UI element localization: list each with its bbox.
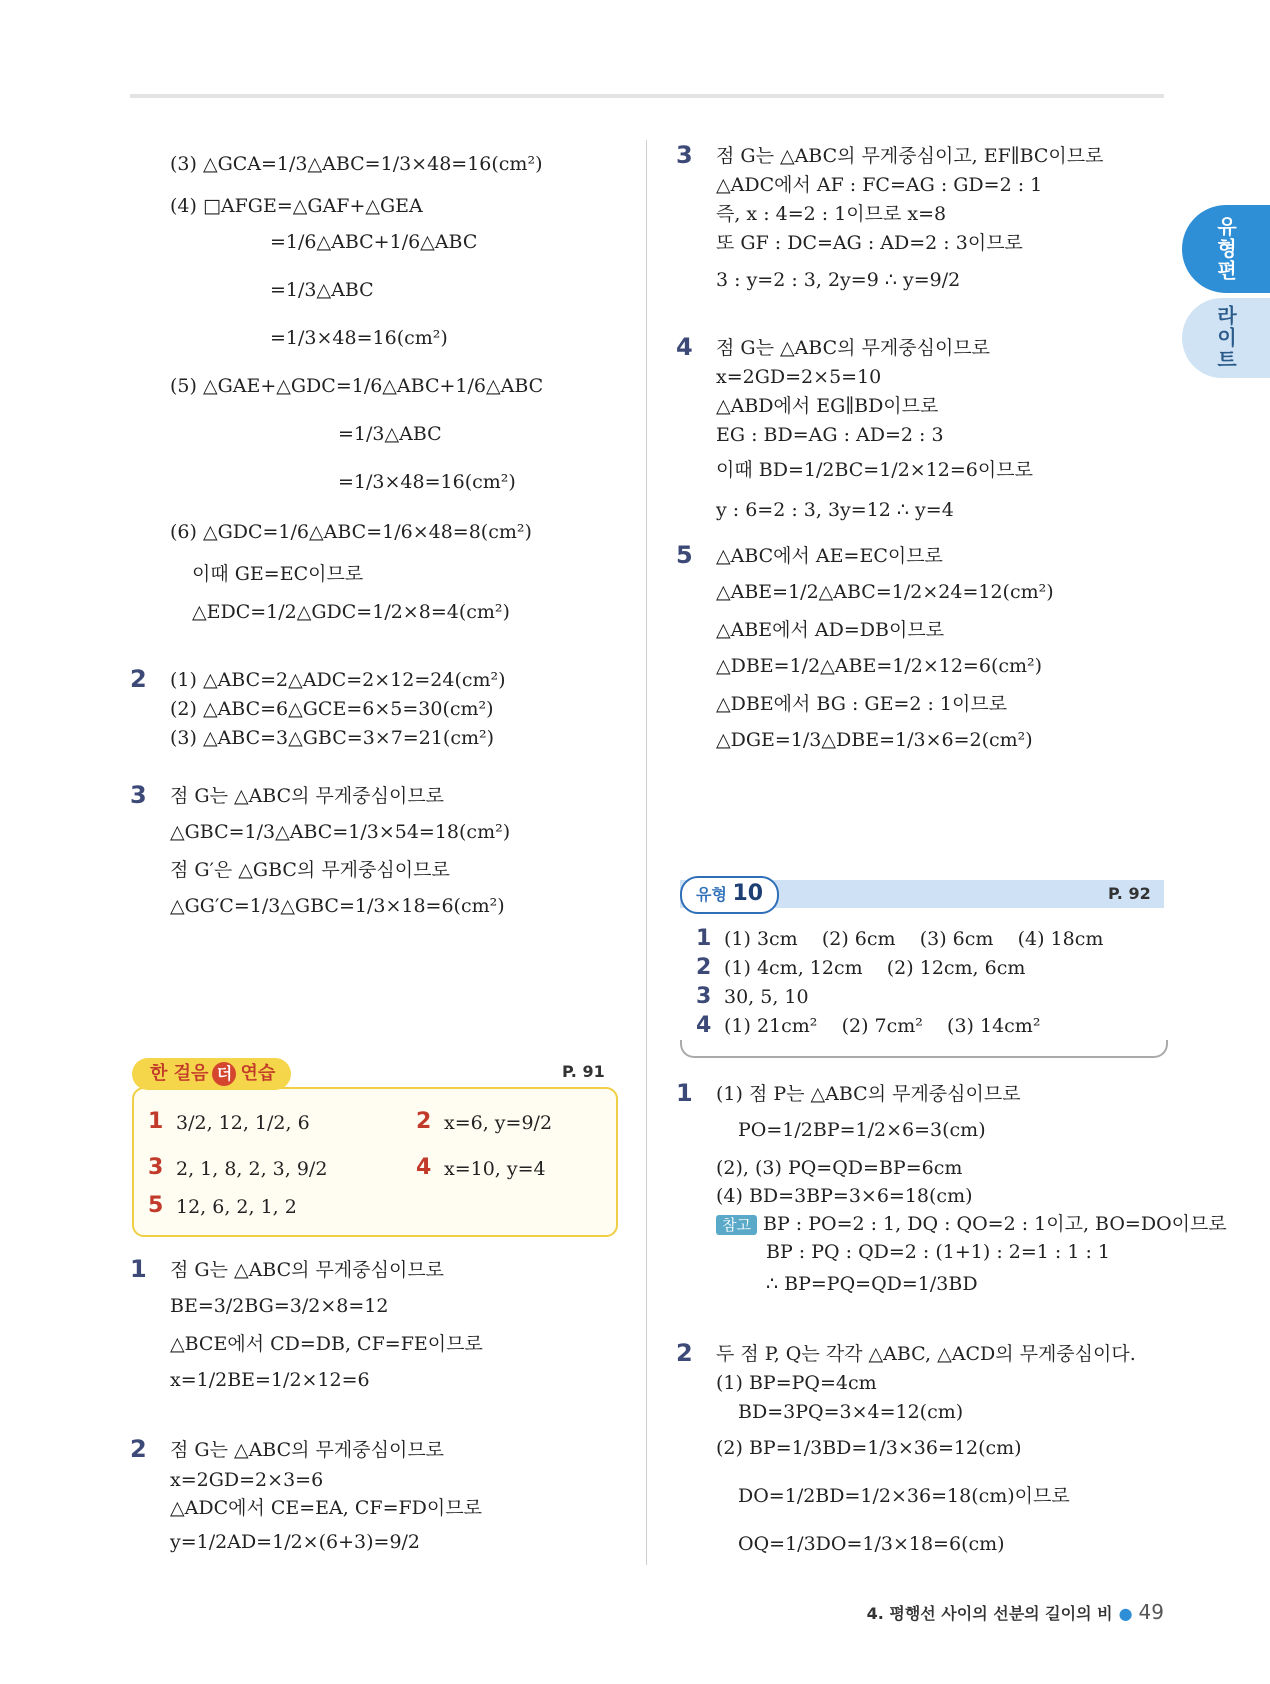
solution-line: [738, 1118, 986, 1142]
problem-number: 2: [130, 1435, 147, 1463]
solution-line: [270, 230, 477, 254]
solution-line: [716, 1342, 1136, 1366]
tab-lite[interactable]: 라이트: [1182, 298, 1270, 378]
problem-number: 5: [676, 541, 693, 569]
solution-text: 이때 BD=1/2BC=1/2×12=6이므로: [716, 459, 1033, 481]
solution-text: DO=1/2BD=1/2×36=18(cm)이므로: [738, 1485, 1070, 1507]
solution-text: PO=1/2BP=1/2×6=3(cm): [738, 1119, 986, 1141]
solution-text: △ADC에서 AF : FC=AG : GD=2 : 1: [716, 174, 1043, 196]
solution-line: [170, 520, 532, 544]
practice-badge: [132, 1058, 291, 1090]
solution-line: [738, 1484, 1070, 1508]
solution-line: [716, 365, 881, 389]
type-box-bottom: [680, 1040, 1168, 1058]
type-answer-number: 2: [696, 955, 712, 980]
type-answer-number: 1: [696, 926, 712, 951]
problem-number: 4: [676, 333, 693, 361]
solution-text: 점 G′은 △GBC의 무게중심이므로: [170, 859, 450, 881]
solution-text: △DGE=1/3△DBE=1/3×6=2(cm²): [716, 729, 1033, 751]
solution-line: [338, 470, 516, 494]
solution-text: △DBE에서 BG : GE=2 : 1이므로: [716, 693, 1008, 715]
solution-line: [192, 600, 510, 624]
practice-item-number: 2: [416, 1109, 432, 1134]
bullet-icon: ●: [1118, 1604, 1133, 1623]
problem-number: 3: [676, 141, 693, 169]
solution-text: =1/3×48=16(cm²): [270, 327, 448, 349]
solution-text: BD=3PQ=3×4=12(cm): [738, 1401, 964, 1423]
practice-de-icon: 더: [212, 1062, 236, 1086]
solution-text: BP : PQ : QD=2 : (1+1) : 2=1 : 1 : 1: [766, 1241, 1111, 1263]
solution-line: [716, 544, 943, 568]
solution-text: △DBE=1/2△ABE=1/2×12=6(cm²): [716, 655, 1043, 677]
solution-text: (4) BD=3BP=3×6=18(cm): [716, 1185, 973, 1207]
solution-line: [170, 726, 494, 750]
solution-text: ∴ BP=PQ=QD=1/3BD: [766, 1273, 978, 1295]
solution-line: [192, 562, 363, 586]
solution-text: BP : PO=2 : 1, DQ : QO=2 : 1이고, BO=DO이므로: [762, 1213, 1227, 1235]
solution-text: △GBC=1/3△ABC=1/3×54=18(cm²): [170, 821, 511, 843]
solution-text: =1/3×48=16(cm²): [338, 471, 516, 493]
type-answer-text: (1) 3cm (2) 6cm (3) 6cm (4) 18cm: [724, 928, 1104, 950]
solution-line: [170, 152, 542, 176]
practice-answer-box: [132, 1087, 618, 1237]
type-answer-text: 30, 5, 10: [724, 986, 809, 1008]
solution-line: [716, 1184, 973, 1208]
practice-item-answer: 2, 1, 8, 2, 3, 9/2: [176, 1158, 328, 1180]
solution-line: [716, 654, 1042, 678]
solution-text: 점 G는 △ABC의 무게중심이고, EF∥BC이므로: [716, 145, 1104, 167]
type-page-ref: P. 92: [1108, 884, 1151, 903]
solution-line: [170, 784, 444, 808]
solution-line: [170, 1294, 388, 1318]
note-badge: 참고: [716, 1215, 757, 1235]
practice-item-number: 5: [148, 1193, 164, 1218]
solution-line: [716, 202, 946, 226]
solution-text: △ADC에서 CE=EA, CF=FD이므로: [170, 1497, 482, 1519]
solution-line: [716, 580, 1054, 604]
solution-text: (1) 점 P는 △ABC의 무게중심이므로: [716, 1083, 1021, 1105]
solution-text: x=2GD=2×3=6: [170, 1469, 324, 1491]
practice-label-pre: 한 걸음: [150, 1063, 209, 1084]
column-divider: [646, 140, 647, 1565]
solution-line: [338, 422, 442, 446]
solution-line: [170, 858, 450, 882]
solution-text: =1/3△ABC: [270, 279, 374, 301]
solution-text: =1/6△ABC+1/6△ABC: [270, 231, 478, 253]
solution-line: [170, 1332, 483, 1356]
solution-text: (1) △ABC=2△ADC=2×12=24(cm²): [170, 669, 506, 691]
solution-line: [170, 820, 510, 844]
top-rule: [130, 94, 1164, 98]
type-answer-number: 3: [696, 984, 712, 1009]
solution-text: △EDC=1/2△GDC=1/2×8=4(cm²): [192, 601, 510, 623]
problem-number: 2: [130, 665, 147, 693]
solution-line: [716, 692, 1007, 716]
solution-line: [170, 374, 543, 398]
practice-item-answer: x=10, y=4: [444, 1158, 546, 1180]
solution-text: △BCE에서 CD=DB, CF=FE이므로: [170, 1333, 483, 1355]
solution-line: [766, 1272, 978, 1296]
solution-text: (2), (3) PQ=QD=BP=6cm: [716, 1157, 963, 1179]
solution-line: [170, 1368, 370, 1392]
practice-item-answer: 3/2, 12, 1/2, 6: [176, 1112, 310, 1134]
solution-text: x=2GD=2×5=10: [716, 366, 882, 388]
solution-line: [170, 668, 506, 692]
solution-line: [738, 1400, 963, 1424]
solution-line: [716, 144, 1104, 168]
solution-line: [716, 1436, 1022, 1460]
type-label: 유형: [696, 885, 727, 904]
solution-text: (1) BP=PQ=4cm: [716, 1372, 877, 1394]
solution-line: [716, 394, 938, 418]
solution-text: x=1/2BE=1/2×12=6: [170, 1369, 370, 1391]
solution-text: (5) △GAE+△GDC=1/6△ABC+1/6△ABC: [170, 375, 544, 397]
solution-line: [716, 1212, 1227, 1236]
solution-text: BE=3/2BG=3/2×8=12: [170, 1295, 389, 1317]
practice-item-answer: x=6, y=9/2: [444, 1112, 553, 1134]
solution-line: [270, 326, 448, 350]
solution-text: (6) △GDC=1/6△ABC=1/6×48=8(cm²): [170, 521, 532, 543]
page-footer: [867, 1600, 1164, 1624]
type-answer-number: 4: [696, 1013, 712, 1038]
type-answer-text: (1) 4cm, 12cm (2) 12cm, 6cm: [724, 957, 1026, 979]
solution-text: 점 G는 △ABC의 무게중심이므로: [170, 1259, 445, 1281]
practice-item-number: 3: [148, 1155, 164, 1180]
problem-number: 2: [676, 1339, 693, 1367]
solution-text: 두 점 P, Q는 각각 △ABC, △ACD의 무게중심이다.: [716, 1343, 1136, 1365]
solution-line: [270, 278, 374, 302]
solution-line: [716, 1371, 877, 1395]
type-answer-text: (1) 21cm² (2) 7cm² (3) 14cm²: [724, 1015, 1041, 1037]
solution-line: [716, 231, 1023, 255]
solution-line: [738, 1532, 1005, 1556]
chapter-title: 4. 평행선 사이의 선분의 길이의 비: [866, 1604, 1113, 1623]
solution-line: [716, 498, 954, 522]
solution-text: (3) △ABC=3△GBC=3×7=21(cm²): [170, 727, 495, 749]
practice-item-number: 4: [416, 1155, 432, 1180]
solution-text: (4) □AFGE=△GAF+△GEA: [170, 195, 423, 217]
solution-text: (2) BP=1/3BD=1/3×36=12(cm): [716, 1437, 1022, 1459]
solution-text: △ABE=1/2△ABC=1/2×24=12(cm²): [716, 581, 1054, 603]
solution-line: [170, 194, 423, 218]
solution-line: [170, 1468, 323, 1492]
solution-line: [716, 458, 1033, 482]
solution-line: [766, 1240, 1110, 1264]
solution-text: 점 G는 △ABC의 무게중심이므로: [170, 1439, 445, 1461]
solution-text: 3 : y=2 : 3, 2y=9 ∴ y=9/2: [716, 269, 961, 291]
solution-text: 이때 GE=EC이므로: [192, 563, 364, 585]
solution-line: [170, 1258, 444, 1282]
solution-line: [170, 1530, 420, 1554]
solution-text: △ABC에서 AE=EC이므로: [716, 545, 943, 567]
problem-number: 1: [676, 1079, 693, 1107]
solution-text: 점 G는 △ABC의 무게중심이므로: [170, 785, 445, 807]
solution-line: [170, 697, 494, 721]
solution-text: 점 G는 △ABC의 무게중심이므로: [716, 337, 991, 359]
solution-text: EG : BD=AG : AD=2 : 3: [716, 424, 944, 446]
practice-item-answer: 12, 6, 2, 1, 2: [176, 1196, 297, 1218]
practice-item-number: 1: [148, 1109, 164, 1134]
practice-label-post: 연습: [240, 1063, 276, 1084]
solution-text: y=1/2AD=1/2×(6+3)=9/2: [170, 1531, 421, 1553]
solution-line: [716, 728, 1033, 752]
solution-line: [170, 1496, 482, 1520]
solution-text: △ABD에서 EG∥BD이므로: [716, 395, 939, 417]
solution-text: △GG′C=1/3△GBC=1/3×18=6(cm²): [170, 895, 505, 917]
type-badge: [680, 876, 779, 914]
solution-text: △ABE에서 AD=DB이므로: [716, 619, 945, 641]
page-number: 49: [1138, 1600, 1164, 1624]
solution-line: [170, 894, 505, 918]
solution-line: [716, 268, 960, 292]
solution-line: [716, 1082, 1021, 1106]
solution-text: 또 GF : DC=AG : AD=2 : 3이므로: [716, 232, 1023, 254]
practice-page-ref: P. 91: [562, 1062, 605, 1081]
problem-number: 1: [130, 1255, 147, 1283]
solution-line: [170, 1438, 444, 1462]
solution-line: [716, 173, 1042, 197]
solution-text: OQ=1/3DO=1/3×18=6(cm): [738, 1533, 1005, 1555]
solution-line: [716, 423, 944, 447]
solution-line: [716, 1156, 962, 1180]
problem-number: 3: [130, 781, 147, 809]
solution-text: y : 6=2 : 3, 3y=12 ∴ y=4: [716, 499, 954, 521]
tab-yuhyeong[interactable]: 유형편: [1182, 205, 1270, 293]
solution-text: =1/3△ABC: [338, 423, 442, 445]
solution-line: [716, 336, 990, 360]
solution-text: 즉, x : 4=2 : 1이므로 x=8: [716, 203, 947, 225]
solution-text: (2) △ABC=6△GCE=6×5=30(cm²): [170, 698, 494, 720]
solution-line: [716, 618, 944, 642]
type-number: 10: [732, 881, 764, 906]
solution-text: (3) △GCA=1/3△ABC=1/3×48=16(cm²): [170, 153, 543, 175]
